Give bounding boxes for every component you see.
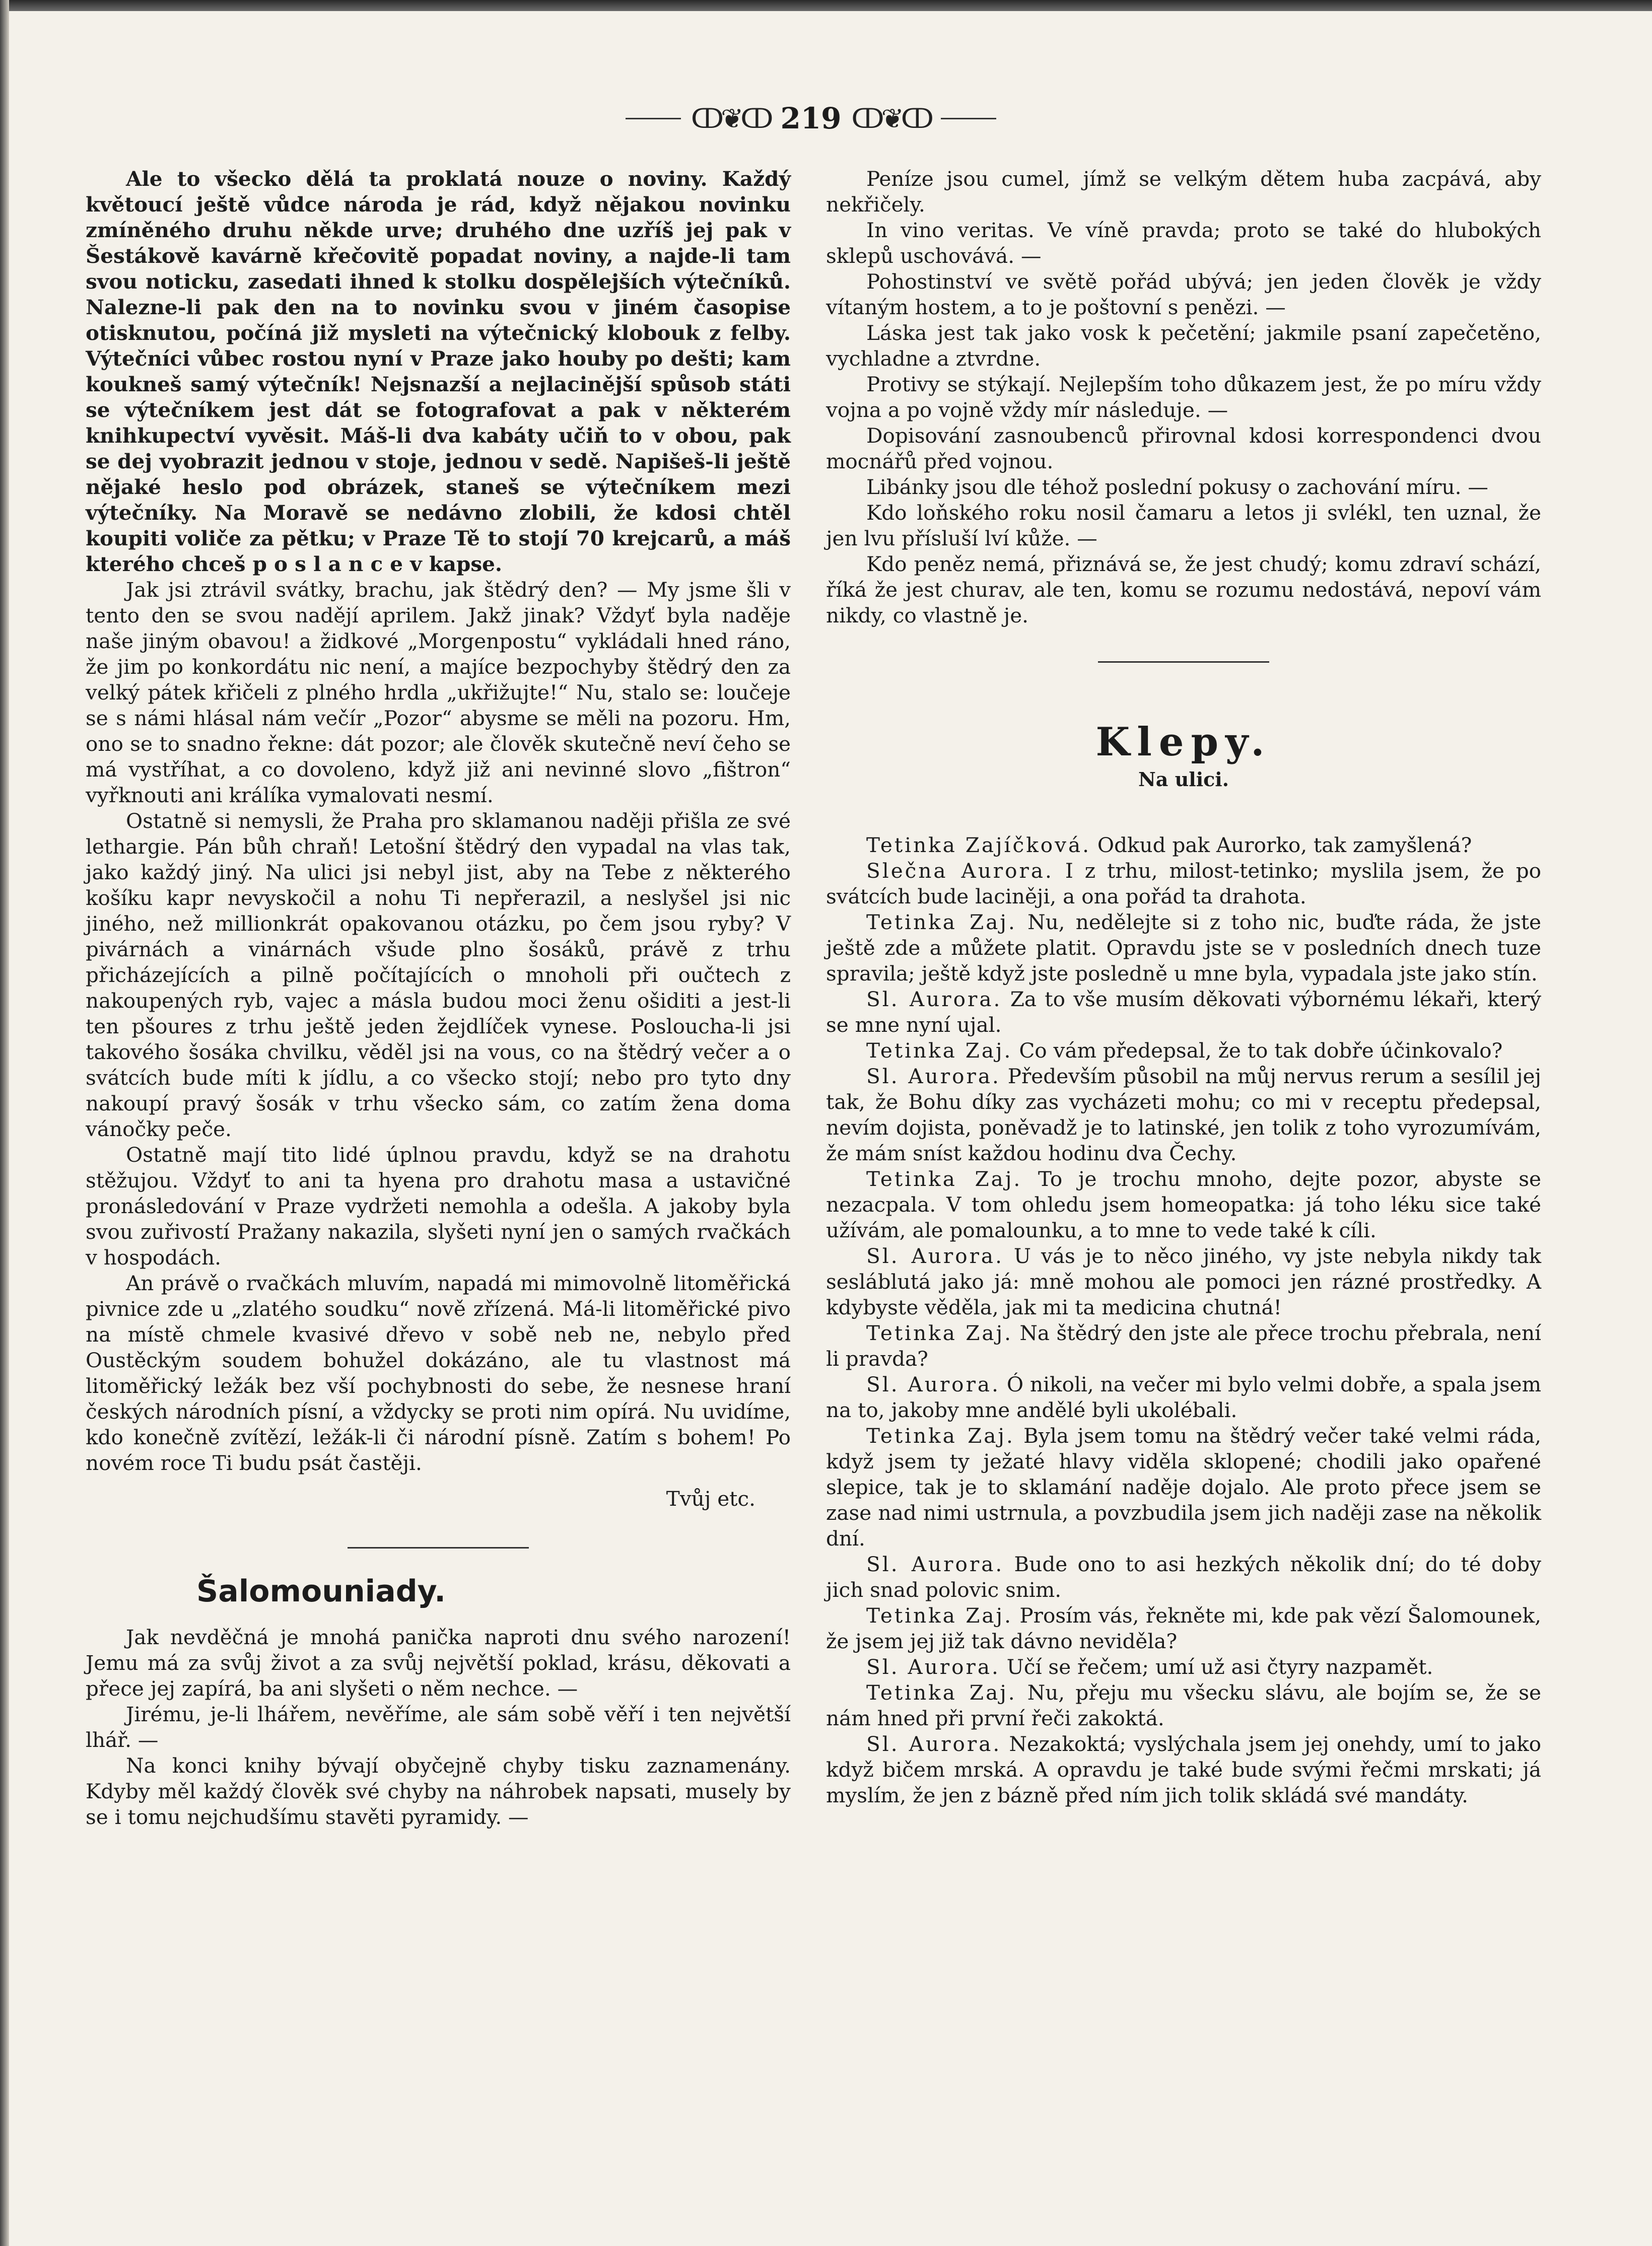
dialogue-speaker: Sl. Aurora.	[866, 1372, 1000, 1396]
dialogue-speaker: Sl. Aurora.	[866, 987, 1002, 1011]
dialogue-line	[826, 1372, 1541, 1423]
dialogue-text: Nu, nedělejte si z toho nic, buďte ráda, že jste ještě zde a můžete platit. Opravdu jste se v posledních dnech tuze spravila; ještě když jste posledně u mne byla, vypadala jste jako stín.	[826, 910, 1541, 986]
dialogue-line	[826, 1423, 1541, 1552]
dialogue-line	[826, 1731, 1541, 1808]
dialogue-text: U vás je to něco jiného, vy jste nebyla nikdy tak sesláblutá jako já: mně mohou ale pomoci jen rázné prostředky. A kdybyste věděla, jak mi ta medicina chutná!	[826, 1244, 1542, 1319]
dialogue-speaker: Sl. Aurora.	[866, 1552, 1004, 1576]
dialogue-speaker: Tetinka Zaj.	[866, 910, 1017, 934]
klepy-subtitle: Na ulici.	[1138, 768, 1229, 791]
dialogue-line	[826, 1243, 1541, 1320]
dialogue-text: Nezakoktá; vyslýchala jsem jej onehdy, umí to jako když bičem mrská. A opravdu je také bude svými řečmi mrskati; já myslím, že jen z bázně před ním jich tolik skládá své mandáty.	[826, 1732, 1541, 1807]
dialogue-line	[826, 1166, 1541, 1243]
dialogue-speaker: Sl. Aurora.	[866, 1244, 1004, 1268]
salomouniady-title: Šalomouniady.	[196, 1574, 446, 1609]
dialogue-speaker: Tetinka Zaj.	[866, 1038, 1013, 1063]
dialogue-speaker: Tetinka Zajíčková.	[866, 833, 1091, 857]
scan-top-edge	[0, 0, 1652, 11]
dialogue-speaker: Slečna Aurora.	[866, 859, 1054, 883]
aphorism-paragraph: Kdo peněz nemá, přiznává se, že jest chudý; komu zdraví schází, říká že jest churav, ale ten, komu se rozumu nedostává, nepoví vám nikdy, co vlastně je.	[826, 552, 1541, 627]
left-paragraph: Ale to všecko dělá ta proklatá nouze o noviny. Každý květoucí ještě vůdce národa je rád, když nějakou novinku zmíněného druhu někde urve; druhého dne uzříš jej pak v Šestákově kavárně křečovitě popadat noviny, a najde-li tam svou noticku, zasedati ihned k stolku dospělejších výtečníků. Nalezne-li pak den na to novinku svou v jiném časopise otisknutou, počíná již mysleti na výtečnický klobouk z felby. Výtečníci vůbec rostou nyní v Praze jako houby po dešti; kam koukneš samý výtečník! Nejsnazší a nejlacinější spůsob státi se výtečníkem jest dát se fotografovat a pak v některém knihkupectví vyvěsit. Máš-li dva kabáty učiň to v obou, pak se dej vyobrazit jednou v stoje, jednou v sedě. Napišeš-li ještě nějaké heslo pod obrázek, staneš se výtečníkem mezi výtečníky. Na Moravě se nedávno zlobili, že kdosi chtěl koupiti voliče za pětku; v Praze Tě to stojí 70 krejcarů, a máš kterého chceš p o s l a n c e v kapse.	[86, 167, 791, 576]
dialogue-line	[826, 1654, 1541, 1680]
dialogue-text: Co vám předepsal, že to tak dobře účinkovalo?	[1019, 1038, 1503, 1063]
dialogue-text: Učí se řečem; umí už asi čtyry nazpamět.	[1006, 1655, 1433, 1679]
dialogue-text: I z trhu, milost-tetinko; myslila jsem, že po svátcích bude laciněji, a ona pořád ta drahota.	[826, 859, 1542, 908]
dialogue-line	[826, 1320, 1541, 1372]
page-header	[594, 96, 1027, 141]
scan-left-edge	[0, 0, 9, 2246]
section-divider	[1098, 661, 1269, 663]
left-paragraph: Jak jsi ztrávil svátky, brachu, jak štědrý den? — My jsme šli v tento den se svou nadějí aprilem. Jakž jinak? Vždyť byla naděje naše jiným obavou! a židkové „Morgenpostu“ vykládali hned ráno, že jim po konkordátu nic není, a majíce bezpochyby štědrý den za velký pátek křičeli z plného hrdla „ukřižujte!“ Nu, stalo se: loučeje se s námi hlásal nám večír „Pozor“ abysme se měli na pozoru. Hm, ono se to snadno řekne: dát pozor; ale člověk skutečně neví čeho se má vystříhat, a co dovoleno, když již ani nevinné slovo „fištron“ vyřknouti ani králíka vymalovati nesmí.	[86, 578, 791, 807]
dialogue-line	[826, 1552, 1541, 1603]
dialogue-speaker: Sl. Aurora.	[866, 1655, 1000, 1679]
dialogue-text: Nu, přeju mu všecku slávu, ale bojím se, že se nám hned při první řeči zakoktá.	[826, 1680, 1541, 1730]
dialogue-line	[826, 1680, 1541, 1731]
left-paragraph: Ostatně mají tito lidé úplnou pravdu, když se na drahotu stěžujou. Vždyť to ani ta hyena pro drahotu masa a ustavičné pronásledování v Praze vydržeti nemohla a odešla. A jakoby byla svou zuřivostí Pražany nakazila, slyšeti nyní jen o samých rvačkách v hospodách.	[86, 1143, 791, 1270]
page-number: 219	[780, 101, 842, 135]
aphorism-paragraph: Dopisování zasnoubenců přirovnal kdosi korrespondenci dvou mocnářů před vojnou.	[826, 424, 1541, 473]
dialogue-speaker: Tetinka Zaj.	[866, 1321, 1013, 1345]
right-column	[826, 166, 1541, 1808]
dialogue-list	[826, 832, 1541, 1808]
klepy-title: Klepy.	[1095, 719, 1272, 765]
dialogue-text: Bude ono to asi hezkých několik dní; do té doby jich snad polovic snim.	[826, 1552, 1541, 1602]
aphorism-paragraph: Kdo loňského roku nosil čamaru a letos ji svlékl, ten uznal, že jen lvu přísluší lví kůže. —	[826, 501, 1541, 550]
dialogue-text: Ó nikoli, na večer mi bylo velmi dobře, a spala jsem na to, jakoby mne andělé byli ukolébali.	[826, 1372, 1541, 1422]
dialogue-text: Byla jsem tomu na štědrý večer také velmi ráda, když jsem ty ježaté hlavy viděla sklopené; chodili jako opařené slepice, tak je to sklamání naděje dojalo. Ale proto přece jsem se zase nad nimi ustrnula, a povzbudila jsem jich naději zase na několik dní.	[826, 1424, 1541, 1551]
aphorism-paragraph: Pohostinství ve světě pořád ubývá; jen jeden člověk je vždy vítaným hostem, a to je poštovní s penězi. —	[826, 269, 1541, 319]
dialogue-text: Odkud pak Aurorko, tak zamyšlená?	[1097, 833, 1472, 857]
left-column	[86, 166, 791, 1830]
header-rule-right	[941, 118, 996, 119]
dialogue-line	[826, 832, 1541, 858]
dialogue-line	[826, 1038, 1541, 1064]
left-paragraph: Ostatně si nemysli, že Praha pro sklamanou naději přišla ze své lethargie. Pán bůh chraň! Letošní štědrý den vypadal na vlas tak, jako každý jiný. Na ulici jsi nebyl jist, aby na Tebe z některého košíku kapr nevyskočil a nohu Ti nepřerazil, a neslyšel jsi nic jiného, než millionkrát opakovanou otázku, po čem jsou ryby? V pivárnách a vinárnách všude plno šosáků, právě z trhu přicházejících a pilně počítajících o mnoholi při oučtech z nakoupených ryb, vajec a másla budou moci ženu ošiditi a jest-li ten pšoures z trhu ještě jeden žejdlíček vynese. Posloucha-li jsi takového šosáka chvilku, věděl jsi na vous, co na štědrý večer a o svátcích bude míti k jídlu, a co všecko stojí; nebo pro tyto dny nakoupí pravý šosák v trhu všecko sám, co zatím žena doma vánočky peče.	[86, 809, 791, 1141]
dialogue-line	[826, 1064, 1541, 1166]
aphorism-paragraph: Peníze jsou cumel, jímž se velkým dětem huba zacpává, aby nekřičely.	[826, 167, 1541, 217]
dialogue-line	[826, 858, 1541, 909]
letter-signoff: Tvůj etc.	[666, 1487, 755, 1511]
aphorism-paragraph: Libánky jsou dle téhož poslední pokusy o zachování míru. —	[866, 475, 1488, 499]
section-divider	[348, 1547, 529, 1549]
aphorism-paragraph: Protivy se stýkají. Nejlepším toho důkazem jest, že po míru vždy vojna a po vojně vždy mír následuje. —	[826, 372, 1541, 422]
flourish-left-icon: ↀ❦ↀ	[691, 102, 771, 134]
dialogue-text: Především působil na můj nervus rerum a sesílil jej tak, že Bohu díky zas vycházeti mohu; co mi v receptu předepsal, nevím dojista, poněvadž je to latinské, jen tolik z toho vyrozumívám, že mám sníst každou hodinu dva Čechy.	[826, 1064, 1541, 1165]
aphorism-paragraph: Láska jest tak jako vosk k pečetění; jakmile psaní zapečetěno, vychladne a ztvrdne.	[826, 321, 1541, 371]
dialogue-speaker: Tetinka Zaj.	[866, 1167, 1022, 1191]
header-rule-left	[626, 118, 681, 119]
dialogue-speaker: Tetinka Zaj.	[866, 1603, 1013, 1628]
aphorism-paragraph: In vino veritas. Ve víně pravda; proto se také do hlubokých sklepů uschovává. —	[826, 218, 1541, 268]
dialogue-line	[826, 987, 1541, 1038]
dialogue-line	[826, 1603, 1541, 1654]
flourish-right-icon: ↀ❦ↀ	[851, 102, 931, 134]
dialogue-speaker: Sl. Aurora.	[866, 1732, 1002, 1756]
dialogue-text: Prosím vás, řekněte mi, kde pak vězí Šalomounek, že jsem jej již tak dávno neviděla?	[826, 1603, 1542, 1653]
dialogue-text: To je trochu mnoho, dejte pozor, abyste se nezacpala. V tom ohledu jsem homeopatka: já toho léku sice také užívám, ale pomalounku, a to mne to vede také k cíli.	[826, 1167, 1542, 1242]
aphorism-paragraph: Na konci knihy bývají obyčejně chyby tisku zaznamenány. Kdyby měl každý člověk své chyby na náhrobek napsati, musely by se i tomu nejchudšímu stavěti pyramidy. —	[86, 1753, 791, 1829]
aphorism-paragraph: Jirému, je-li lhářem, nevěříme, ale sám sobě věří i ten největší lhář. —	[86, 1702, 791, 1752]
dialogue-speaker: Tetinka Zaj.	[866, 1680, 1017, 1705]
dialogue-text: Na štědrý den jste ale přece trochu přebrala, není li pravda?	[826, 1321, 1541, 1371]
aphorism-paragraph: Jak nevděčná je mnohá panička naproti dnu svého narození! Jemu má za svůj život a za svůj největší poklad, krásu, děkovati a přece jej zapírá, ba ani slyšeti o něm nechce. —	[86, 1625, 791, 1701]
dialogue-text: Za to vše musím děkovati výbornému lékaři, který se mne nyní ujal.	[826, 987, 1542, 1037]
left-paragraph: An právě o rvačkách mluvím, napadá mi mimovolně litoměřická pivnice zde u „zlatého soudku“ nově zřízená. Má-li litoměřické pivo na místě chmele kvasivé dřevo v sobě neb ne, nebylo před Oustěckým soudem bohužel dokázáno, ale tu vlastnost má litoměřický ležák bez vší pochybnosti do sebe, že nesnese hraní českých národních písní, a vždycky se proti nim opírá. Nu uvidíme, kdo konečně zvítězí, ležák-li či národní písně. Zatím s bohem! Po novém roce Ti budu psát častěji.	[86, 1271, 791, 1475]
dialogue-speaker: Sl. Aurora.	[866, 1064, 1001, 1088]
dialogue-speaker: Tetinka Zaj.	[866, 1424, 1015, 1448]
dialogue-line	[826, 909, 1541, 987]
